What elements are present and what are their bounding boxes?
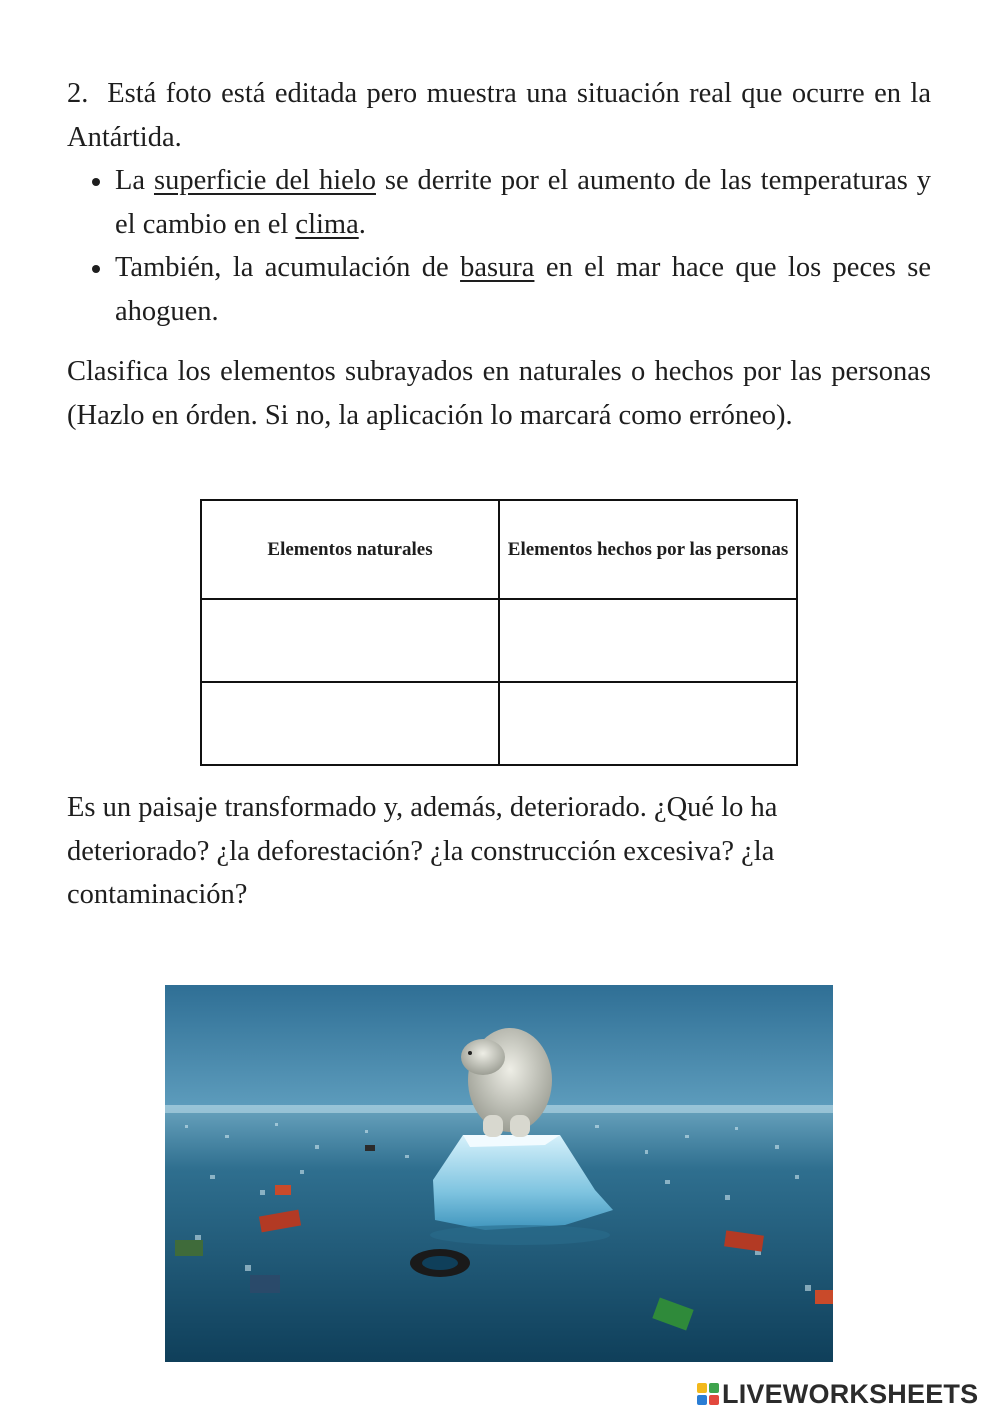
instruction-text: Clasifica los elementos subrayados en naturales o hechos por las personas (Hazlo en órden. Si no, la aplicación lo marcará como erróneo). [67,356,931,431]
bullet-dot-icon [92,265,100,273]
answer-cell-natural-2[interactable] [201,682,499,765]
underlined-term: basura [460,252,535,283]
answer-cell-human-1[interactable] [499,599,797,682]
reflection-question: Es un paisaje transformado y, además, deteriorado. ¿Qué lo ha deteriorado? ¿la deforestación? ¿la construcción excesiva? ¿la contaminación? [67,792,778,910]
logo-grid-icon [697,1383,719,1405]
underlined-term: clima [295,208,359,240]
table-row [201,599,797,682]
answer-cell-natural-1[interactable] [201,599,499,682]
liveworksheets-logo [697,1379,978,1409]
list-item: La superficie del hielo se derrite por el aumento de las temperaturas y el cambio en el clima. [92,159,931,246]
polar-bear-photo [165,985,833,1362]
classification-table [200,499,798,766]
underlined-term: superficie del hielo [153,165,376,196]
question-intro-text: Está foto está editada pero muestra una situación real que ocurre en la Antártida. [67,78,931,153]
table-row [201,682,797,765]
list-item: También, la acumulación de basura en el mar hace que los peces se ahoguen. [92,246,931,333]
question-number: 2. [67,78,89,109]
bullet-dot-icon [92,178,100,186]
header-natural: Elementos naturales [201,500,499,599]
photo-illustration [165,985,833,1362]
table-header-row [201,500,797,599]
bullet-list [92,159,931,333]
question-intro [67,72,931,159]
brand-name: LIVEWORKSHEETS [722,1378,979,1409]
header-human-made: Elementos hechos por las personas [499,500,797,599]
answer-cell-human-2[interactable] [499,682,797,765]
